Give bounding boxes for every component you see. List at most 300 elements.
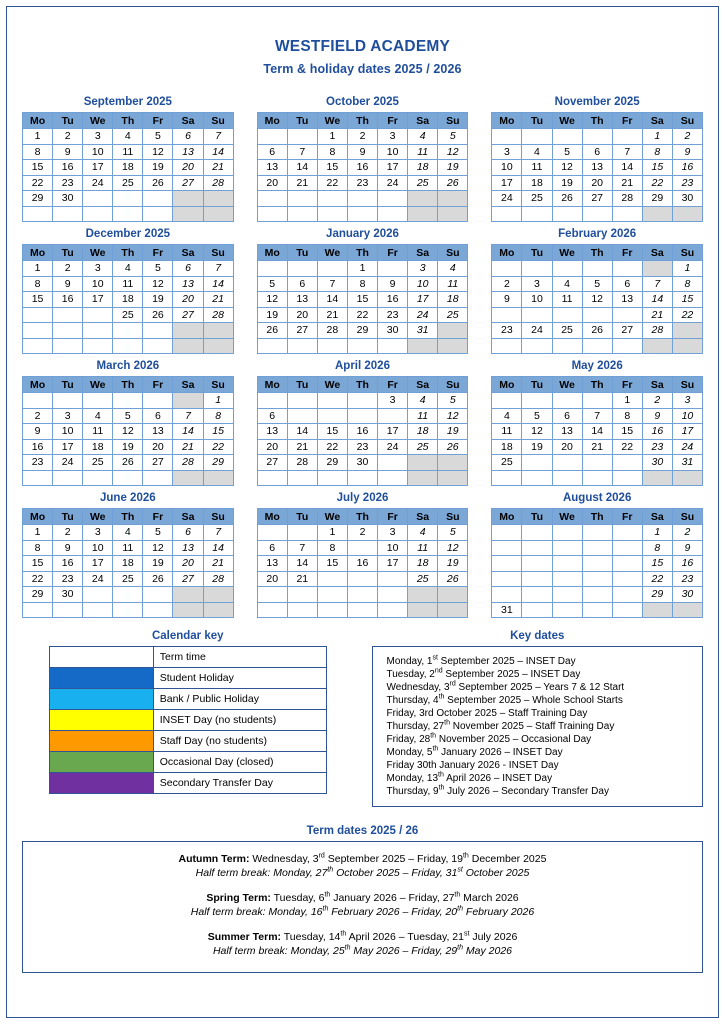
day-cell: 18 — [113, 292, 143, 308]
weekday-header-su: Su — [438, 245, 468, 261]
day-cell: 8 — [23, 144, 53, 160]
weekday-header-fr: Fr — [612, 113, 642, 129]
week-row — [23, 439, 234, 455]
week-row — [257, 556, 468, 572]
day-cell: 2 — [53, 525, 83, 541]
day-cell: 27 — [257, 455, 287, 471]
week-row — [257, 276, 468, 292]
empty-cell — [113, 323, 143, 339]
day-cell: 14 — [287, 556, 317, 572]
day-cell: 22 — [347, 307, 377, 323]
empty-cell — [23, 206, 53, 222]
empty-cell — [408, 455, 438, 471]
empty-cell — [173, 191, 203, 207]
key-date-item: Monday, 13th April 2026 – INSET Day — [386, 771, 553, 784]
term-half-line: Half term break: Monday, 16th February 2026 – Friday, 20th February 2026 — [190, 905, 535, 918]
day-cell: 16 — [347, 160, 377, 176]
weekday-header-sa: Sa — [173, 509, 203, 525]
day-cell: 19 — [438, 424, 468, 440]
weekday-header-su: Su — [672, 245, 702, 261]
day-cell: 11 — [492, 424, 522, 440]
empty-cell — [287, 129, 317, 145]
empty-cell — [438, 206, 468, 222]
day-cell: 17 — [492, 175, 522, 191]
key-date-item: Monday, 5th January 2026 – INSET Day — [386, 745, 563, 758]
day-cell: 2 — [23, 408, 53, 424]
week-row — [257, 175, 468, 191]
day-cell: 10 — [378, 144, 408, 160]
day-cell: 4 — [552, 276, 582, 292]
day-cell: 10 — [83, 540, 113, 556]
weekday-header-th: Th — [113, 113, 143, 129]
day-cell: 8 — [347, 276, 377, 292]
term-dates-box — [22, 841, 703, 973]
week-row — [257, 323, 468, 339]
calendar-key-row — [49, 689, 326, 710]
day-cell: 15 — [642, 160, 672, 176]
day-cell: 3 — [522, 276, 552, 292]
weekday-header-row — [23, 245, 234, 261]
weekday-header-sa: Sa — [173, 113, 203, 129]
week-row — [257, 160, 468, 176]
day-cell: 3 — [378, 525, 408, 541]
weekday-header-tu: Tu — [53, 113, 83, 129]
day-cell: 14 — [642, 292, 672, 308]
term-dates-title: Term dates 2025 / 26 — [306, 825, 419, 837]
empty-cell — [173, 587, 203, 603]
day-cell: 29 — [347, 323, 377, 339]
weekday-header-fr: Fr — [143, 113, 173, 129]
day-cell: 29 — [23, 191, 53, 207]
week-row — [257, 455, 468, 471]
weekday-header-we: We — [552, 113, 582, 129]
empty-cell — [53, 338, 83, 354]
day-cell: 11 — [408, 408, 438, 424]
empty-cell — [83, 191, 113, 207]
day-cell: 30 — [672, 587, 702, 603]
day-cell: 14 — [203, 276, 233, 292]
week-row — [492, 191, 703, 207]
term-block — [33, 891, 692, 919]
day-cell: 7 — [173, 408, 203, 424]
day-cell: 14 — [287, 424, 317, 440]
day-cell: 2 — [347, 393, 377, 409]
month-block — [257, 486, 469, 618]
empty-cell — [582, 129, 612, 145]
weekday-header-we: We — [552, 245, 582, 261]
day-cell: 2 — [347, 525, 377, 541]
day-cell: 16 — [53, 556, 83, 572]
day-cell: 22 — [317, 439, 347, 455]
day-cell: 17 — [378, 556, 408, 572]
day-cell: 25 — [522, 587, 552, 603]
day-cell: 24 — [83, 307, 113, 323]
week-row — [257, 191, 468, 207]
empty-cell — [287, 338, 317, 354]
day-cell: 7 — [582, 408, 612, 424]
empty-cell — [672, 470, 702, 486]
empty-cell — [642, 261, 672, 277]
week-row — [257, 206, 468, 222]
day-cell: 7 — [317, 276, 347, 292]
day-cell: 4 — [83, 408, 113, 424]
empty-cell — [642, 470, 672, 486]
weekday-header-row — [257, 509, 468, 525]
weekday-header-row — [257, 113, 468, 129]
day-cell: 29 — [317, 587, 347, 603]
day-cell: 26 — [438, 439, 468, 455]
page-subtitle: Term & holiday dates 2025 / 2026 — [263, 62, 462, 76]
day-cell: 18 — [552, 307, 582, 323]
week-row — [492, 323, 703, 339]
month-table — [491, 508, 703, 618]
month-block — [257, 90, 469, 222]
week-row — [257, 525, 468, 541]
day-cell: 25 — [408, 571, 438, 587]
empty-cell — [438, 587, 468, 603]
day-cell: 10 — [83, 144, 113, 160]
day-cell: 22 — [23, 571, 53, 587]
calendar-key-label: Bank / Public Holiday — [153, 689, 326, 710]
month-table — [22, 112, 234, 222]
day-cell: 7 — [612, 144, 642, 160]
day-cell: 9 — [347, 408, 377, 424]
empty-cell — [317, 206, 347, 222]
day-cell: 15 — [203, 424, 233, 440]
day-cell: 7 — [287, 408, 317, 424]
weekday-header-sa: Sa — [408, 245, 438, 261]
term-half-line: Half term break: Monday, 25th May 2026 – Friday, 29th May 2026 — [212, 944, 513, 957]
day-cell: 16 — [642, 424, 672, 440]
week-row — [257, 424, 468, 440]
day-cell: 27 — [552, 455, 582, 471]
day-cell: 28 — [287, 587, 317, 603]
day-cell: 5 — [522, 408, 552, 424]
day-cell: 6 — [257, 408, 287, 424]
empty-cell — [522, 129, 552, 145]
key-date-item: Monday, 1st September 2025 – INSET Day — [386, 654, 576, 667]
day-cell: 2 — [642, 393, 672, 409]
day-cell: 16 — [347, 424, 377, 440]
empty-cell — [287, 393, 317, 409]
empty-cell — [438, 470, 468, 486]
day-cell: 13 — [173, 276, 203, 292]
day-cell: 4 — [408, 129, 438, 145]
month-block — [491, 354, 703, 486]
day-cell: 15 — [347, 292, 377, 308]
day-cell: 5 — [552, 540, 582, 556]
day-cell: 16 — [378, 292, 408, 308]
month-title: April 2026 — [335, 360, 390, 372]
empty-cell — [23, 602, 53, 618]
day-cell: 23 — [492, 323, 522, 339]
empty-cell — [522, 470, 552, 486]
day-cell: 26 — [143, 175, 173, 191]
day-cell: 8 — [672, 276, 702, 292]
empty-cell — [438, 602, 468, 618]
empty-cell — [83, 470, 113, 486]
empty-cell — [113, 470, 143, 486]
weekday-header-mo: Mo — [23, 113, 53, 129]
day-cell: 12 — [552, 556, 582, 572]
day-cell: 28 — [317, 323, 347, 339]
weekday-header-fr: Fr — [612, 245, 642, 261]
weekday-header-sa: Sa — [173, 377, 203, 393]
empty-cell — [642, 206, 672, 222]
week-row — [257, 470, 468, 486]
calendar-key-table — [49, 646, 327, 794]
day-cell: 28 — [642, 323, 672, 339]
day-cell: 15 — [23, 160, 53, 176]
day-cell: 12 — [552, 160, 582, 176]
day-cell: 11 — [83, 424, 113, 440]
day-cell: 19 — [113, 439, 143, 455]
weekday-header-fr: Fr — [378, 113, 408, 129]
weekday-header-fr: Fr — [143, 377, 173, 393]
weekday-header-we: We — [83, 377, 113, 393]
empty-cell — [672, 338, 702, 354]
month-title: November 2025 — [554, 96, 640, 108]
day-cell: 27 — [287, 323, 317, 339]
day-cell: 21 — [642, 307, 672, 323]
empty-cell — [287, 206, 317, 222]
day-cell: 11 — [113, 276, 143, 292]
empty-cell — [582, 602, 612, 618]
day-cell: 30 — [378, 323, 408, 339]
week-row — [23, 160, 234, 176]
day-cell: 26 — [257, 323, 287, 339]
empty-cell — [257, 470, 287, 486]
empty-cell — [53, 393, 83, 409]
empty-cell — [612, 261, 642, 277]
day-cell: 26 — [143, 307, 173, 323]
weekday-header-mo: Mo — [492, 377, 522, 393]
day-cell: 27 — [582, 191, 612, 207]
day-cell: 9 — [53, 276, 83, 292]
day-cell: 10 — [672, 408, 702, 424]
day-cell: 31 — [378, 191, 408, 207]
day-cell: 6 — [173, 129, 203, 145]
day-cell: 13 — [582, 160, 612, 176]
week-row — [492, 160, 703, 176]
weekday-header-sa: Sa — [408, 509, 438, 525]
day-cell: 7 — [203, 261, 233, 277]
day-cell: 19 — [438, 556, 468, 572]
empty-cell — [23, 393, 53, 409]
day-cell: 2 — [53, 129, 83, 145]
weekday-header-su: Su — [672, 377, 702, 393]
day-cell: 16 — [53, 292, 83, 308]
empty-cell — [492, 261, 522, 277]
empty-cell — [203, 323, 233, 339]
day-cell: 20 — [582, 571, 612, 587]
weekday-header-su: Su — [672, 509, 702, 525]
day-cell: 16 — [347, 556, 377, 572]
week-row — [257, 393, 468, 409]
day-cell: 16 — [672, 556, 702, 572]
weekday-header-tu: Tu — [287, 509, 317, 525]
day-cell: 8 — [612, 408, 642, 424]
weekday-header-th: Th — [347, 245, 377, 261]
day-cell: 20 — [257, 439, 287, 455]
week-row — [23, 276, 234, 292]
empty-cell — [672, 602, 702, 618]
empty-cell — [552, 393, 582, 409]
week-row — [492, 408, 703, 424]
page-title: WESTFIELD ACADEMY — [274, 38, 451, 55]
weekday-header-su: Su — [672, 113, 702, 129]
day-cell: 3 — [378, 129, 408, 145]
weekday-header-row — [257, 245, 468, 261]
day-cell: 15 — [317, 556, 347, 572]
calendar-key-label: INSET Day (no students) — [153, 710, 326, 731]
calendar-key-panel — [22, 630, 354, 794]
day-cell: 5 — [438, 129, 468, 145]
weekday-header-su: Su — [203, 377, 233, 393]
day-cell: 24 — [83, 571, 113, 587]
week-row — [492, 338, 703, 354]
day-cell: 27 — [257, 191, 287, 207]
day-cell: 30 — [347, 455, 377, 471]
day-cell: 15 — [317, 424, 347, 440]
empty-cell — [143, 470, 173, 486]
day-cell: 23 — [53, 175, 83, 191]
weekday-header-we: We — [83, 509, 113, 525]
month-block — [22, 222, 234, 354]
day-cell: 4 — [113, 525, 143, 541]
week-row — [23, 129, 234, 145]
day-cell: 15 — [317, 160, 347, 176]
weekday-header-th: Th — [113, 509, 143, 525]
day-cell: 12 — [143, 144, 173, 160]
day-cell: 5 — [113, 408, 143, 424]
day-cell: 1 — [317, 393, 347, 409]
day-cell: 14 — [582, 424, 612, 440]
day-cell: 19 — [522, 439, 552, 455]
day-cell: 6 — [552, 408, 582, 424]
month-title: May 2026 — [571, 360, 623, 372]
month-block — [257, 222, 469, 354]
day-cell: 17 — [492, 571, 522, 587]
day-cell: 9 — [53, 144, 83, 160]
month-title: September 2025 — [83, 96, 172, 108]
day-cell: 18 — [438, 292, 468, 308]
weekday-header-fr: Fr — [378, 509, 408, 525]
empty-cell — [408, 470, 438, 486]
empty-cell — [522, 525, 552, 541]
month-block — [22, 486, 234, 618]
day-cell: 20 — [173, 292, 203, 308]
day-cell: 26 — [522, 455, 552, 471]
day-cell: 21 — [203, 556, 233, 572]
day-cell: 5 — [582, 276, 612, 292]
day-cell: 7 — [203, 525, 233, 541]
day-cell: 25 — [438, 307, 468, 323]
month-title: July 2026 — [336, 492, 389, 504]
calendar-key-row — [49, 731, 326, 752]
empty-cell — [522, 261, 552, 277]
day-cell: 15 — [23, 556, 53, 572]
calendar-key-swatch — [49, 647, 153, 668]
empty-cell — [408, 587, 438, 603]
empty-cell — [203, 338, 233, 354]
day-cell: 9 — [672, 144, 702, 160]
weekday-header-row — [492, 509, 703, 525]
weekday-header-we: We — [317, 245, 347, 261]
day-cell: 27 — [612, 323, 642, 339]
empty-cell — [203, 206, 233, 222]
day-cell: 21 — [203, 292, 233, 308]
weekday-header-tu: Tu — [53, 245, 83, 261]
day-cell: 29 — [23, 323, 53, 339]
empty-cell — [257, 602, 287, 618]
day-cell: 14 — [287, 160, 317, 176]
empty-cell — [378, 470, 408, 486]
day-cell: 17 — [378, 160, 408, 176]
week-row — [23, 338, 234, 354]
weekday-header-row — [492, 245, 703, 261]
empty-cell — [257, 393, 287, 409]
week-row — [23, 470, 234, 486]
empty-cell — [143, 338, 173, 354]
day-cell: 31 — [83, 323, 113, 339]
weekday-header-mo: Mo — [23, 509, 53, 525]
day-cell: 23 — [672, 571, 702, 587]
day-cell: 10 — [378, 408, 408, 424]
calendar-key-row — [49, 668, 326, 689]
empty-cell — [287, 525, 317, 541]
day-cell: 8 — [642, 540, 672, 556]
day-cell: 15 — [612, 424, 642, 440]
week-row — [492, 525, 703, 541]
day-cell: 21 — [173, 439, 203, 455]
day-cell: 29 — [203, 455, 233, 471]
day-cell: 6 — [582, 144, 612, 160]
day-cell: 14 — [612, 556, 642, 572]
empty-cell — [173, 393, 203, 409]
day-cell: 24 — [378, 439, 408, 455]
week-row — [492, 144, 703, 160]
month-title: October 2025 — [326, 96, 399, 108]
empty-cell — [582, 206, 612, 222]
key-date-item: Thursday, 9th July 2026 – Secondary Transfer Day — [386, 784, 609, 797]
weekday-header-mo: Mo — [23, 245, 53, 261]
day-cell: 21 — [582, 439, 612, 455]
weekday-header-tu: Tu — [287, 245, 317, 261]
day-cell: 22 — [642, 175, 672, 191]
day-cell: 17 — [83, 160, 113, 176]
day-cell: 29 — [23, 587, 53, 603]
empty-cell — [83, 206, 113, 222]
day-cell: 30 — [347, 191, 377, 207]
day-cell: 12 — [438, 408, 468, 424]
weekday-header-row — [257, 377, 468, 393]
weekday-header-we: We — [317, 509, 347, 525]
day-cell: 23 — [23, 455, 53, 471]
day-cell: 11 — [408, 540, 438, 556]
empty-cell — [522, 338, 552, 354]
day-cell: 24 — [408, 307, 438, 323]
day-cell: 6 — [173, 525, 203, 541]
day-cell: 24 — [378, 571, 408, 587]
empty-cell — [378, 206, 408, 222]
day-cell: 4 — [438, 261, 468, 277]
term-block — [33, 930, 692, 958]
day-cell: 1 — [23, 129, 53, 145]
day-cell: 8 — [317, 144, 347, 160]
day-cell: 14 — [173, 424, 203, 440]
day-cell: 5 — [143, 525, 173, 541]
